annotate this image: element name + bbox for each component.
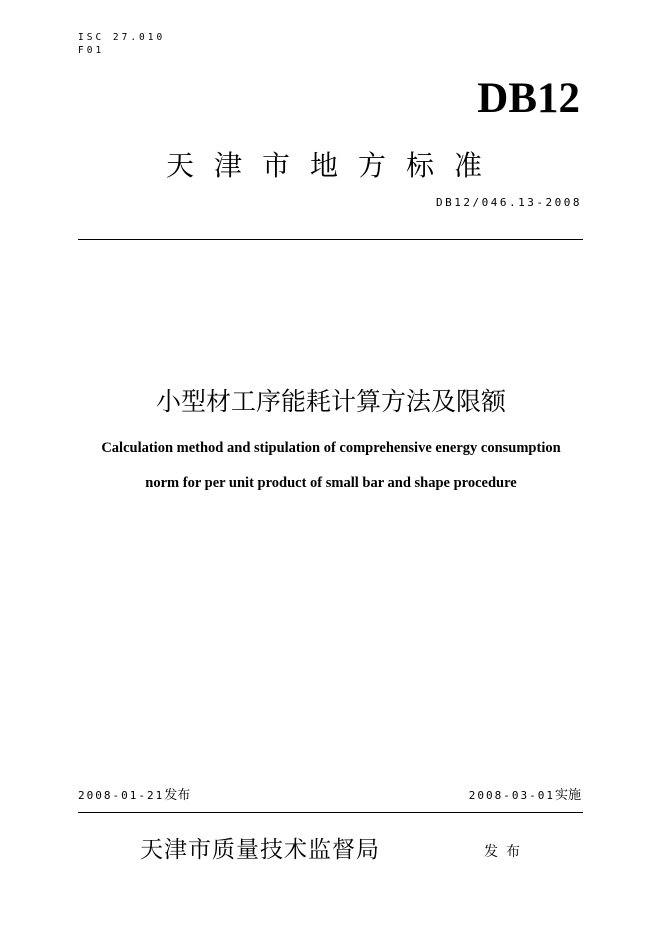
top-divider [78, 239, 583, 240]
implementation-date-line [469, 789, 581, 802]
implementation-label: 实施 [554, 788, 581, 803]
standard-mark: DB12 [477, 75, 580, 122]
document-title-english-line-2: norm for per unit product of small bar and shape procedure [145, 475, 517, 491]
issue-date-line [78, 789, 190, 802]
issuing-authority: 天津市质量技术监督局 [140, 837, 380, 863]
issue-date: 2008-01-21 [78, 789, 165, 802]
implementation-date: 2008-03-01 [468, 789, 555, 802]
classification-code: F01 [78, 45, 105, 56]
issue-label: 发布 [164, 788, 191, 803]
standard-number: DB12/046.13-2008 [436, 196, 582, 209]
document-title-english-line-1: Calculation method and stipulation of comprehensive energy consumption [101, 440, 561, 456]
bottom-divider [78, 812, 583, 813]
issuing-action: 发布 [484, 844, 528, 860]
ics-code: ISC 27.010 [78, 32, 166, 43]
standard-type-heading: 天津市地方标准 [165, 149, 502, 182]
document-title-chinese: 小型材工序能耗计算方法及限额 [155, 387, 506, 416]
